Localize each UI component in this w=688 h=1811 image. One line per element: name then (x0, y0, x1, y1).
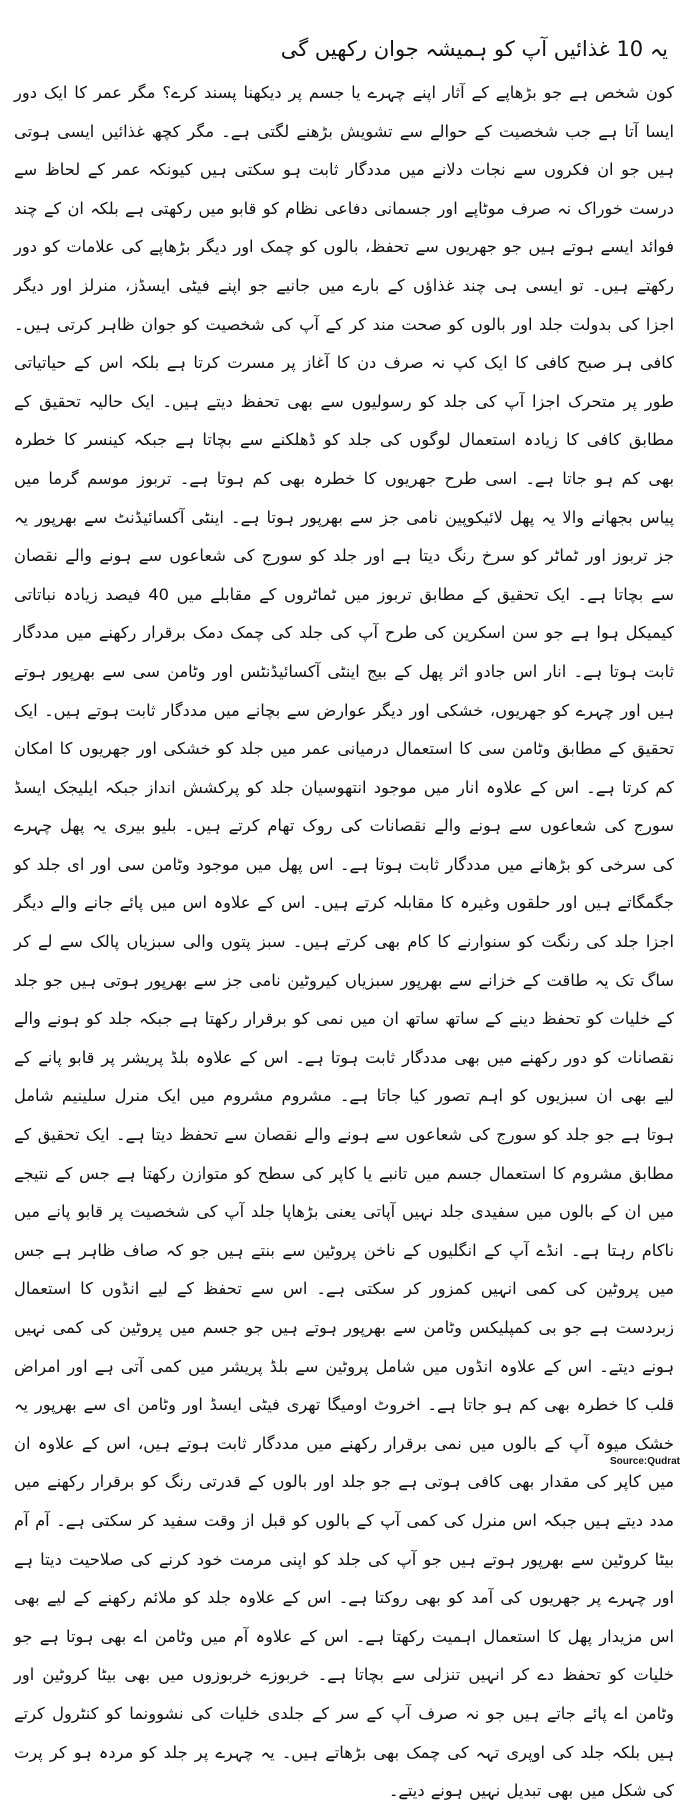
article-title: یہ 10 غذائیں آپ کو ہمیشہ جوان رکھیں گی (280, 37, 668, 61)
source-credit: Source:Qudrat (609, 1456, 680, 1467)
article-body: کون شخص ہے جو بڑھاپے کے آثار اپنے چہرے یا جسم پر دیکھنا پسند کرے؟ مگر عمر کا ایک دور ایسا آتا ہے جب شخصیت کے حوالے سے تشویش بڑھنے لگتی ہے۔ مگر کچھ غذائیں ایسی ہوتی ہیں جو ان فکروں سے نجات دلانے میں مددگار ثابت ہو سکتی ہیں کیونکہ عمر کے لحاظ سے درست خوراک نہ صرف موٹاپے اور جسمانی دفاعی نظام کو قابو میں رکھتی ہے بلکہ ان کے چند فوائد ایسے ہوتے ہیں جو جھریوں سے تحفظ، بالوں کو چمک اور دیگر بڑھاپے کی علامات کو دور رکھتے ہیں۔ تو ایسی ہی چند غذاؤں کے بارے میں جانیے جو اپنے فیٹی ایسڈز، منرلز اور دیگر اجزا کی بدولت جلد اور بالوں کو صحت مند کر کے آپ کی شخصیت کو جوان ظاہر کرتی ہیں۔ کافی ہر صبح کافی کا ایک کپ نہ صرف دن کا آغاز پر مسرت کرتا ہے بلکہ اس کے حیاتیاتی طور پر متحرک اجزا آپ کی جلد کو رسولیوں سے بھی تحفظ دیتے ہیں۔ ایک حالیہ تحقیق کے مطابق کافی کا زیادہ استعمال لوگوں کی جلد کو ڈھلکنے سے بچاتا ہے جبکہ کینسر کا خطرہ بھی کم ہو جاتا ہے۔ اسی طرح جھریوں کا خطرہ بھی کم ہوتا ہے۔ تربوز موسم گرما میں پیاس بجھانے والا یہ پھل لائیکوپین نامی جز سے بھرپور ہوتا ہے۔ اینٹی آکسائیڈنٹ سے بھرپور یہ جز تربوز اور ٹماٹر کو سرخ رنگ دیتا ہے اور جلد کو سورج کی شعاعوں سے ہونے والے نقصان سے بچاتا ہے۔ ایک تحقیق کے مطابق تربوز میں ٹماٹروں کے مقابلے میں 40 فیصد زیادہ نباتاتی کیمیکل ہوا ہے جو سن اسکرین کی طرح آپ کی جلد کی چمک دمک برقرار رکھنے میں مددگار ثابت ہوتا ہے۔ انار اس جادو اثر پھل کے بیج اینٹی آکسائیڈنٹس اور وٹامن سی سے بھرپور ہوتے ہیں اور چہرے کو جھریوں، خشکی اور دیگر عوارض سے بچانے میں مددگار ثابت ہوتے ہیں۔ ایک تحقیق کے مطابق وٹامن سی کا استعمال درمیانی عمر میں جلد کو خشکی اور جھریوں کا امکان کم کرتا ہے۔ اس کے علاوہ انار میں موجود انتھوسیان جلد کو پرکشش انداز جبکہ ایلیجک ایسڈ سورج کی شعاعوں سے ہونے والے نقصانات کی روک تھام کرتے ہیں۔ بلیو بیری یہ پھل چہرے کی سرخی کو بڑھانے میں مددگار ثابت ہوتا ہے۔ اس پھل میں موجود وٹامن سی اور ای جلد کو جگمگاتے ہیں اور حلقوں وغیرہ کا مقابلہ کرتے ہیں۔ اس کے علاوہ اس میں پائے جانے والے دیگر اجزا جلد کی رنگت کو سنوارنے کا کام بھی کرتے ہیں۔ سبز پتوں والی سبزیاں پالک سے لے کر ساگ تک یہ طاقت کے خزانے سے بھرپور سبزیاں کیروٹین نامی جز سے بھرپور ہوتی ہیں جو جلد کے خلیات کو تحفظ دینے کے ساتھ ساتھ ان میں نمی کو برقرار رکھتا ہے جبکہ جلد کو ہونے والے نقصانات کو دور رکھنے میں بھی مددگار ثابت ہوتا ہے۔ اس کے علاوہ بلڈ پریشر پر قابو پانے کے لیے بھی ان سبزیوں کو اہم تصور کیا جاتا ہے۔ مشروم مشروم میں ایک منرل سلینیم شامل ہوتا ہے جو جلد کو سورج کی شعاعوں سے ہونے والے نقصان سے تحفظ دیتا ہے۔ ایک تحقیق کے مطابق مشروم کا استعمال جسم میں تانبے یا کاپر کی سطح کو متوازن رکھتا ہے جس کے نتیجے میں ان کے بالوں میں سفیدی جلد نہیں آپاتی یعنی بڑھاپا جلد آپ کی شخصیت پر قابو پانے میں ناکام رہتا ہے۔ انڈے آپ کے انگلیوں کے ناخن پروٹین سے بنتے ہیں جو کہ صاف ظاہر ہے جس میں پروٹین کی کمی انہیں کمزور کر سکتی ہے۔ اس سے تحفظ کے لیے انڈوں کا استعمال زبردست ہے جو بی کمپلیکس وٹامن سے بھرپور ہوتے ہیں جو جسم میں پروٹین کی کمی نہیں ہونے دیتے۔ اس کے علاوہ انڈوں میں شامل پروٹین سے بلڈ پریشر میں کمی آتی ہے اور امراض قلب کا خطرہ بھی کم ہو جاتا ہے۔ اخروٹ اومیگا تھری فیٹی ایسڈ اور وٹامن ای سے بھرپور یہ خشک میوہ آپ کے بالوں میں نمی برقرار رکھنے میں مددگار ثابت ہوتے ہیں، اس کے علاوہ ان میں کاپر کی مقدار بھی کافی ہوتی ہے جو جلد اور بالوں کے قدرتی رنگ کو برقرار رکھنے میں مدد دیتے ہیں جبکہ اس منرل کی کمی آپ کے بالوں کو قبل از وقت سفید کر سکتی ہے۔ آم آم بیٹا کروٹین سے بھرپور ہوتے ہیں جو آپ کی جلد کو اپنی مرمت خود کرنے کی صلاحیت دیتا ہے اور چہرے پر جھریوں کی آمد کو بھی روکتا ہے۔ اس کے علاوہ جلد کو ملائم رکھنے کے لیے بھی اس مزیدار پھل کا استعمال اہمیت رکھتا ہے۔ اس کے علاوہ آم میں وٹامن اے بھی ہوتا ہے جو خلیات کو تحفظ دے کر انہیں تنزلی سے بچاتا ہے۔ خربوزے خربوزوں میں بھی بیٹا کروٹین اور وٹامن اے پائے جاتے ہیں جو نہ صرف آپ کے سر کے جلدی خلیات کی نشوونما کو کنٹرول کرتے ہیں بلکہ جلد کی اوپری تہہ کی چمک بھی بڑھاتے ہیں۔ یہ چہرے پر جلد کو مردہ ہو کر پرت کی شکل میں بھی تبدیل نہیں ہونے دیتے۔ (14, 83, 674, 1801)
